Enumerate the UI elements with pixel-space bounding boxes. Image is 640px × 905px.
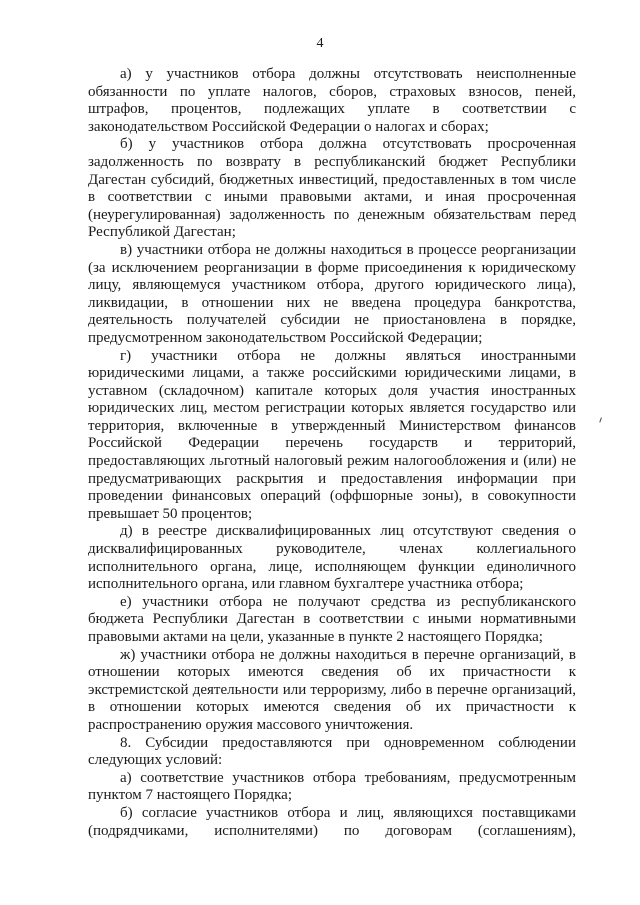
scan-mark	[599, 417, 604, 423]
paragraph-7v: в) участники отбора не должны находиться в процессе реорганизации (за исключением реорганизации в форме присоединения к юридическому лицу, являющемуся участником отбора, другого юридического лица), ликвидации, в отношении них не введена процедура банкротства, деятельность получателей субсидии не приостановлена в порядке, предусмотренном законодательством Российской Федерации;	[88, 241, 576, 346]
paragraph-7d: д) в реестре дисквалифицированных лиц отсутствуют сведения о дисквалифицированных руководителе, членах коллегиального исполнительного органа, лице, исполняющем функции единоличного исполнительного органа, или главном бухгалтере участника отбора;	[88, 523, 576, 593]
document-body	[88, 66, 576, 840]
paragraph-8: 8. Субсидии предоставляются при одновременном соблюдении следующих условий:	[88, 734, 576, 769]
paragraph-8a: а) соответствие участников отбора требованиям, предусмотренным пунктом 7 настоящего Порядка;	[88, 769, 576, 804]
paragraph-7a: а) у участников отбора должны отсутствовать неисполненные обязанности по уплате налогов, сборов, страховых взносов, пеней, штрафов, процентов, подлежащих уплате в соответствии с законодательством Российской Федерации о налогах и сборах;	[88, 66, 576, 135]
paragraph-7g: г) участники отбора не должны являться иностранными юридическими лицами, а также российскими юридическими лицами, в уставном (складочном) капитале которых доля участия иностранных юридических лиц, местом регистрации которых является государство или территория, включенные в утвержденный Министерством финансов Российской Федерации перечень государств и территорий, предоставляющих льготный налоговый режим налогообложения и (или) не предусматривающих раскрытия и предоставления информации при проведении финансовых операций (оффшорные зоны), в совокупности превышает 50 процентов;	[88, 347, 576, 522]
paragraph-7zh: ж) участники отбора не должны находиться в перечне организаций, в отношении которых имеются сведения об их причастности к экстремистской деятельности или терроризму, либо в перечне организаций, в отношении которых имеются сведения об их причастности к распространению оружия массового уничтожения.	[88, 646, 576, 733]
paragraph-7b: б) у участников отбора должна отсутствовать просроченная задолженность по возврату в республиканский бюджет Республики Дагестан субсидий, бюджетных инвестиций, предоставленных в том числе в соответствии с иными правовыми актами, и иная просроченная (неурегулированная) задолженность по денежным обязательствам перед Республикой Дагестан;	[88, 136, 576, 241]
paragraph-7e: е) участники отбора не получают средства из республиканского бюджета Республики Дагестан в соответствии с иными нормативными правовыми актами на цели, указанные в пункте 2 настоящего Порядка;	[88, 593, 576, 645]
paragraph-8b: б) согласие участников отбора и лиц, являющихся поставщиками (подрядчиками, исполнителями) по договорам (соглашениям),	[88, 804, 576, 839]
page-number: 4	[316, 36, 324, 51]
